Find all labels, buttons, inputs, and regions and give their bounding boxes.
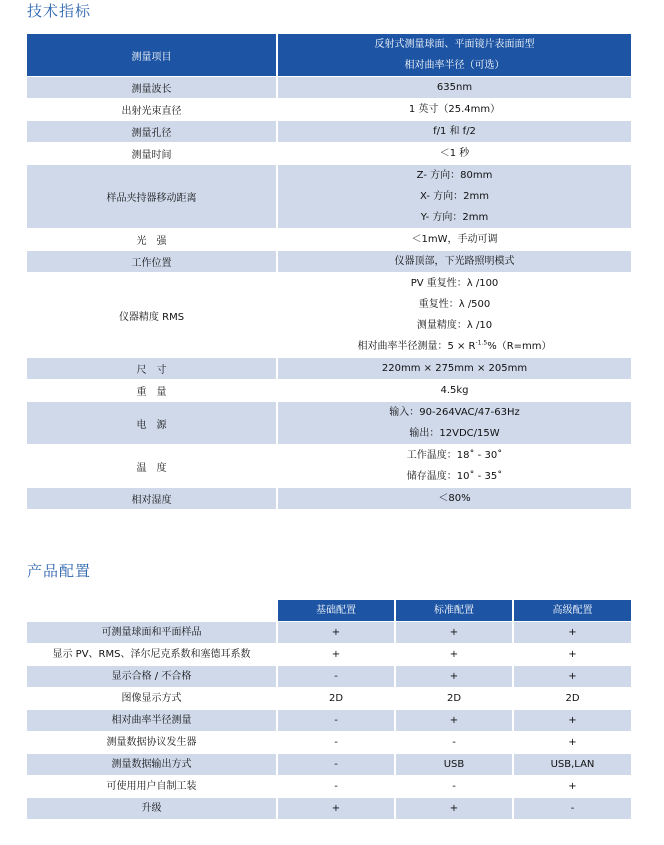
config-advanced: 2D [513, 688, 631, 710]
spec-value-line: 测量精度：λ /10 [416, 320, 493, 331]
spec-value-line: 输入：90-264VAC/47-63Hz [389, 407, 520, 418]
config-advanced: + [513, 732, 631, 754]
spec-row [27, 229, 631, 251]
config-standard: + [395, 622, 513, 644]
spec-row [27, 251, 631, 273]
spec-row [27, 77, 631, 99]
spec-row [27, 358, 631, 380]
spec-value [277, 488, 631, 510]
config-standard: - [395, 732, 513, 754]
config-basic: - [277, 732, 395, 754]
spec-value-line: PV 重复性：λ /100 [410, 278, 499, 289]
config-item: 升级 [27, 798, 277, 820]
spec-header-value-line: 相对曲率半径（可选） [404, 60, 505, 71]
spec-value-line: ＜1 秒 [439, 148, 470, 159]
spec-header-value [277, 34, 631, 77]
config-advanced: + [513, 622, 631, 644]
config-standard: + [395, 644, 513, 666]
config-item: 测量数据协议发生器 [27, 732, 277, 754]
config-advanced: + [513, 666, 631, 688]
spec-value-line: 工作温度：18˚ - 30˚ [406, 450, 503, 461]
config-standard: - [395, 776, 513, 798]
config-standard: + [395, 710, 513, 732]
spec-value-line: ＜80% [438, 493, 471, 504]
config-header-basic: 基础配置 [277, 600, 395, 622]
spec-key: 温 度 [27, 445, 277, 488]
spec-value-line: ＜1mW，手动可调 [411, 234, 498, 245]
spec-value [277, 229, 631, 251]
config-basic: - [277, 666, 395, 688]
spec-value [277, 77, 631, 99]
spec-key: 测量时间 [27, 143, 277, 165]
spec-key: 测量孔径 [27, 121, 277, 143]
spec-header-value-line: 反射式测量球面、平面镜片表面面型 [374, 39, 535, 50]
spec-value [277, 143, 631, 165]
spec-value-line: 1 英寸（25.4mm） [408, 104, 501, 115]
config-item: 可测量球面和平面样品 [27, 622, 277, 644]
config-item: 图像显示方式 [27, 688, 277, 710]
spec-row [27, 165, 631, 229]
spec-value [277, 358, 631, 380]
spec-value-line: 220mm × 275mm × 205mm [381, 363, 528, 374]
spec-value-line: f/1 和 f/2 [433, 126, 476, 137]
config-table [27, 600, 631, 820]
config-item: 显示合格 / 不合格 [27, 666, 277, 688]
spec-key: 出射光束直径 [27, 99, 277, 121]
curvature-text: 相对曲率半径测量：5 × R [357, 341, 476, 352]
spec-value-line: 4.5kg [440, 385, 469, 396]
config-item: 显示 PV、RMS、泽尔尼克系数和塞德耳系数 [27, 644, 277, 666]
config-advanced: USB,LAN [513, 754, 631, 776]
curvature-unit: %（R=mm） [487, 341, 552, 352]
spec-value [277, 380, 631, 402]
spec-row [27, 121, 631, 143]
spec-value [277, 165, 631, 229]
config-row [27, 732, 631, 754]
spec-value-line: 输出：12VDC/15W [409, 428, 500, 439]
spec-header-row [27, 34, 631, 77]
spec-key: 光 强 [27, 229, 277, 251]
spec-row [27, 273, 631, 358]
config-basic: + [277, 798, 395, 820]
config-header-empty [27, 600, 277, 622]
spec-value-line: 仪器顶部，下光路照明模式 [394, 256, 515, 267]
config-basic: - [277, 710, 395, 732]
spec-value-line [278, 336, 631, 357]
spec-key: 测量波长 [27, 77, 277, 99]
config-basic: + [277, 622, 395, 644]
spec-key: 工作位置 [27, 251, 277, 273]
spec-value [277, 445, 631, 488]
spec-key: 尺 寸 [27, 358, 277, 380]
config-advanced: - [513, 798, 631, 820]
spec-row [27, 402, 631, 445]
config-basic: - [277, 776, 395, 798]
config-row [27, 798, 631, 820]
config-standard: + [395, 666, 513, 688]
section-title-specs: 技术指标 [27, 2, 92, 20]
spec-row [27, 445, 631, 488]
spec-header-key: 测量项目 [27, 34, 277, 77]
spec-value [277, 99, 631, 121]
config-item: 相对曲率半径测量 [27, 710, 277, 732]
config-row [27, 622, 631, 644]
config-advanced: + [513, 776, 631, 798]
spec-key: 电 源 [27, 402, 277, 445]
spec-row [27, 488, 631, 510]
config-advanced: + [513, 710, 631, 732]
config-basic: - [277, 754, 395, 776]
config-standard: USB [395, 754, 513, 776]
spec-key: 样品夹持器移动距离 [27, 165, 277, 229]
spec-value [277, 273, 631, 358]
spec-table [27, 34, 631, 510]
spec-key: 仪器精度 RMS [27, 273, 277, 358]
spec-value [277, 121, 631, 143]
curvature-exponent: -1.5 [475, 339, 488, 347]
config-row [27, 710, 631, 732]
config-advanced: + [513, 644, 631, 666]
spec-key: 重 量 [27, 380, 277, 402]
config-row [27, 754, 631, 776]
spec-value-line: X- 方向：2mm [420, 191, 489, 202]
config-row [27, 666, 631, 688]
config-item: 测量数据输出方式 [27, 754, 277, 776]
spec-value-line: Z- 方向：80mm [416, 170, 493, 181]
spec-row [27, 143, 631, 165]
spec-row [27, 99, 631, 121]
config-item: 可使用用户自制工装 [27, 776, 277, 798]
spec-row [27, 380, 631, 402]
config-row [27, 644, 631, 666]
spec-value-line: 储存温度：10˚ - 35˚ [406, 471, 503, 482]
config-standard: 2D [395, 688, 513, 710]
config-header-row [27, 600, 631, 622]
spec-key: 相对湿度 [27, 488, 277, 510]
spec-value [277, 251, 631, 273]
config-basic: + [277, 644, 395, 666]
spec-value-line: 重复性：λ /500 [418, 299, 491, 310]
config-row [27, 688, 631, 710]
config-header-advanced: 高级配置 [513, 600, 631, 622]
spec-value-line: Y- 方向：2mm [420, 212, 489, 223]
config-basic: 2D [277, 688, 395, 710]
spec-value-line: 635nm [436, 82, 473, 93]
config-header-standard: 标准配置 [395, 600, 513, 622]
config-row [27, 776, 631, 798]
section-title-config: 产品配置 [27, 562, 92, 580]
spec-value [277, 402, 631, 445]
config-standard: + [395, 798, 513, 820]
